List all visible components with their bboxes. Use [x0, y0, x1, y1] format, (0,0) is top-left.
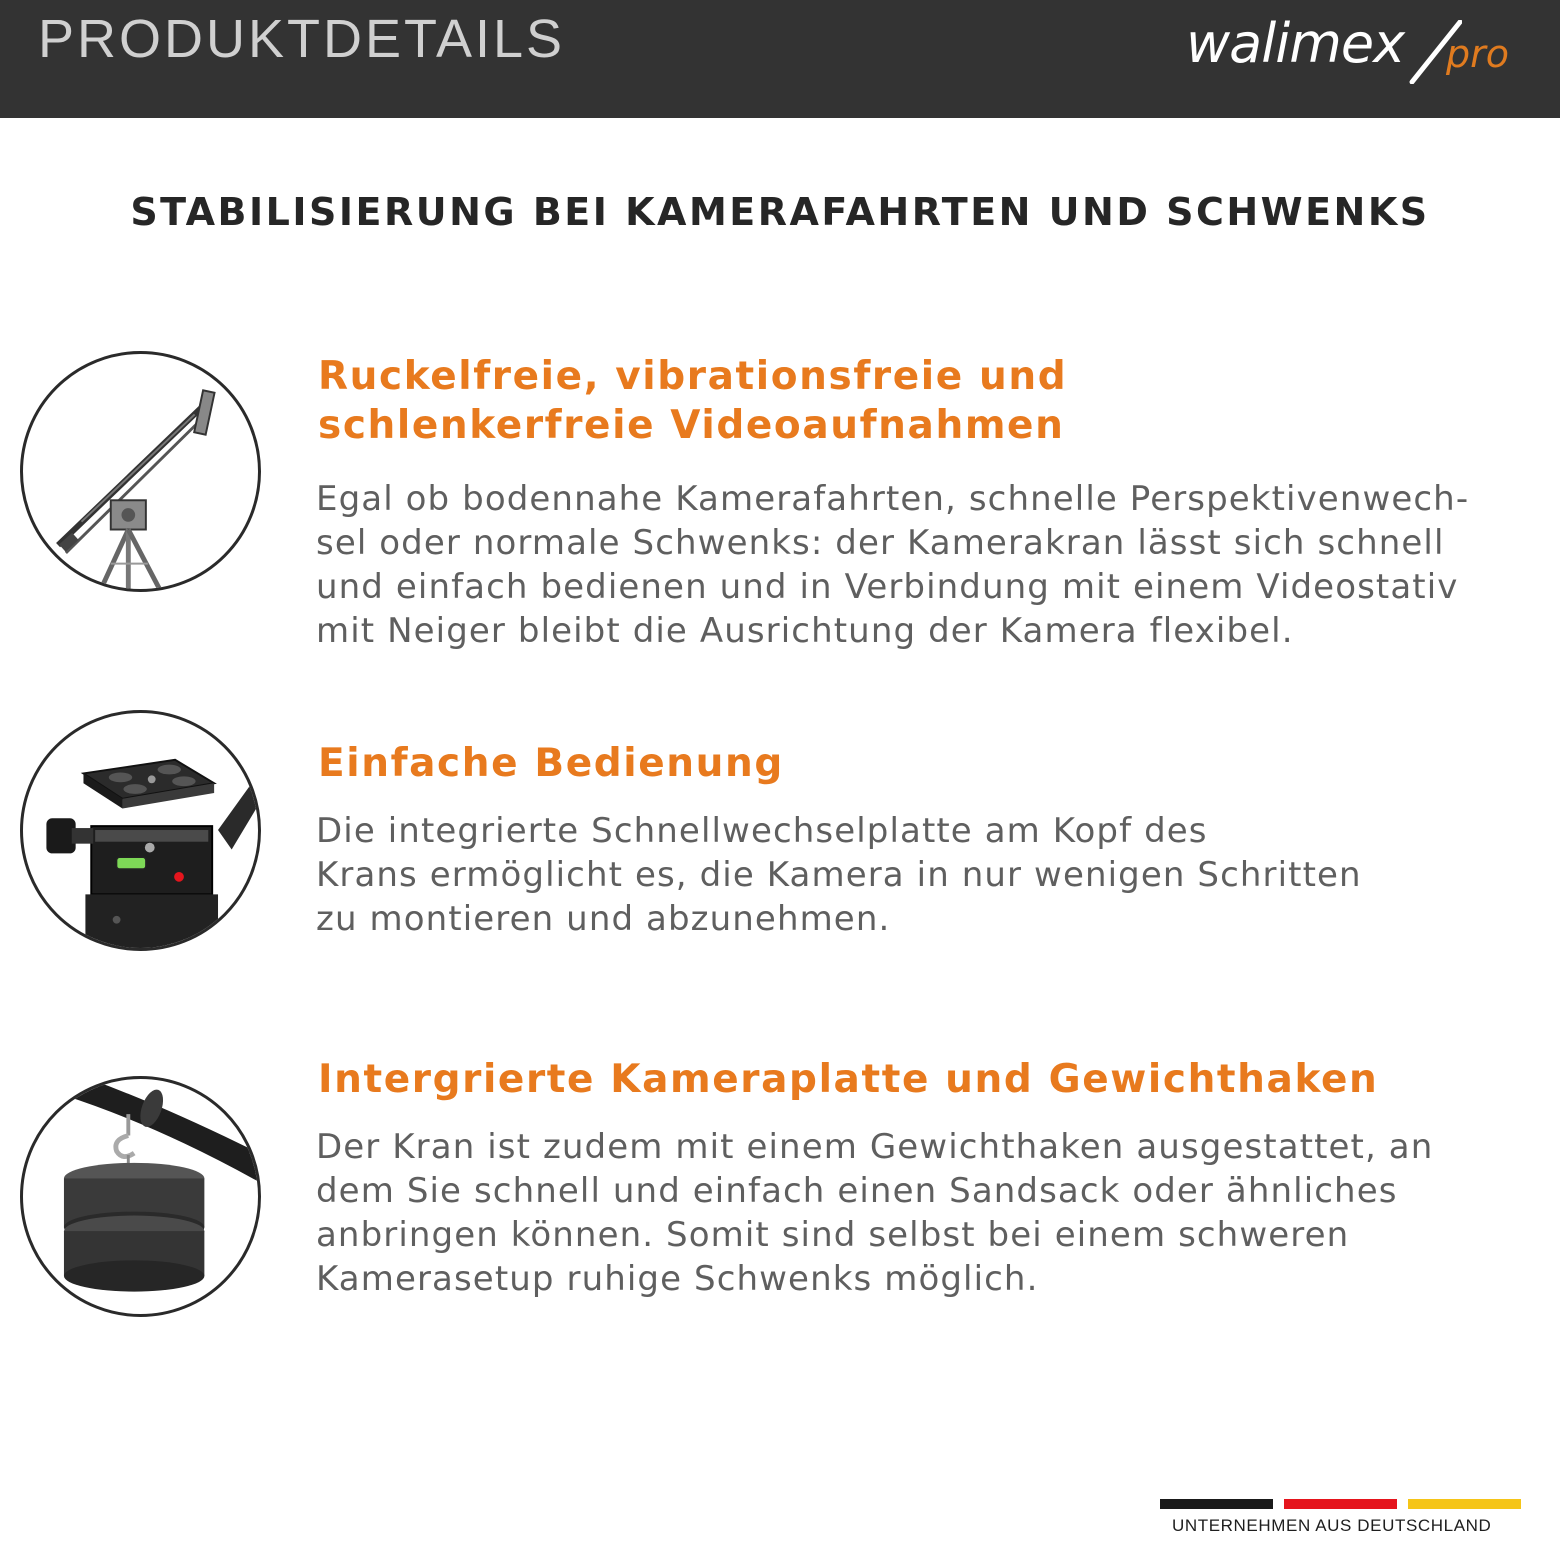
camera-crane-icon [20, 351, 261, 592]
header-bar [0, 0, 1560, 118]
brand-logo-suffix: pro [1446, 32, 1509, 76]
feature-text-line: mit Neiger bleibt die Ausrichtung der Kamera flexibel. [316, 611, 1294, 651]
feature-text-line: dem Sie schnell und einfach einen Sandsack oder ähnliches [316, 1171, 1398, 1211]
quick-release-plate-icon [20, 710, 261, 951]
feature-text-line: und einfach bedienen und in Verbindung mit einem Videostativ [316, 567, 1459, 607]
section-heading: STABILISIERUNG BEI KAMERAFAHRTEN UND SCHWENKS [130, 190, 1430, 234]
german-flag-bars [1160, 1499, 1522, 1509]
feature-text-line: Krans ermöglicht es, die Kamera in nur wenigen Schritten [316, 855, 1362, 895]
footer-note: UNTERNEHMEN AUS DEUTSCHLAND [1172, 1516, 1492, 1535]
feature-text-line: sel oder normale Schwenks: der Kamerakran lässt sich schnell [316, 523, 1445, 563]
page-title: PRODUKTDETAILS [38, 9, 566, 69]
feature-title-line: schlenkerfreie Videoaufnahmen [318, 403, 1065, 448]
brand-logo [1186, 14, 1531, 84]
feature-title-line: Einfache Bedienung [318, 741, 784, 786]
flag-bar-black [1160, 1499, 1273, 1509]
feature-text-line: Die integrierte Schnellwechselplatte am Kopf des [316, 811, 1208, 851]
feature-text-line: zu montieren und abzunehmen. [316, 899, 891, 939]
feature-text-line: Egal ob bodennahe Kamerafahrten, schnelle Perspektivenwech- [316, 479, 1470, 519]
weight-hook-icon [20, 1076, 261, 1317]
feature-text-line: Kamerasetup ruhige Schwenks möglich. [316, 1259, 1039, 1299]
feature-text-line: Der Kran ist zudem mit einem Gewichthaken ausgestattet, an [316, 1127, 1434, 1167]
feature-title-line: Ruckelfreie, vibrationsfreie und [318, 354, 1068, 399]
feature-title-line: Intergrierte Kameraplatte und Gewichthaken [318, 1057, 1379, 1102]
feature-text-line: anbringen können. Somit sind selbst bei einem schweren [316, 1215, 1350, 1255]
flag-bar-gold [1408, 1499, 1521, 1509]
flag-bar-red [1284, 1499, 1397, 1509]
brand-logo-main: walimex [1186, 12, 1405, 75]
